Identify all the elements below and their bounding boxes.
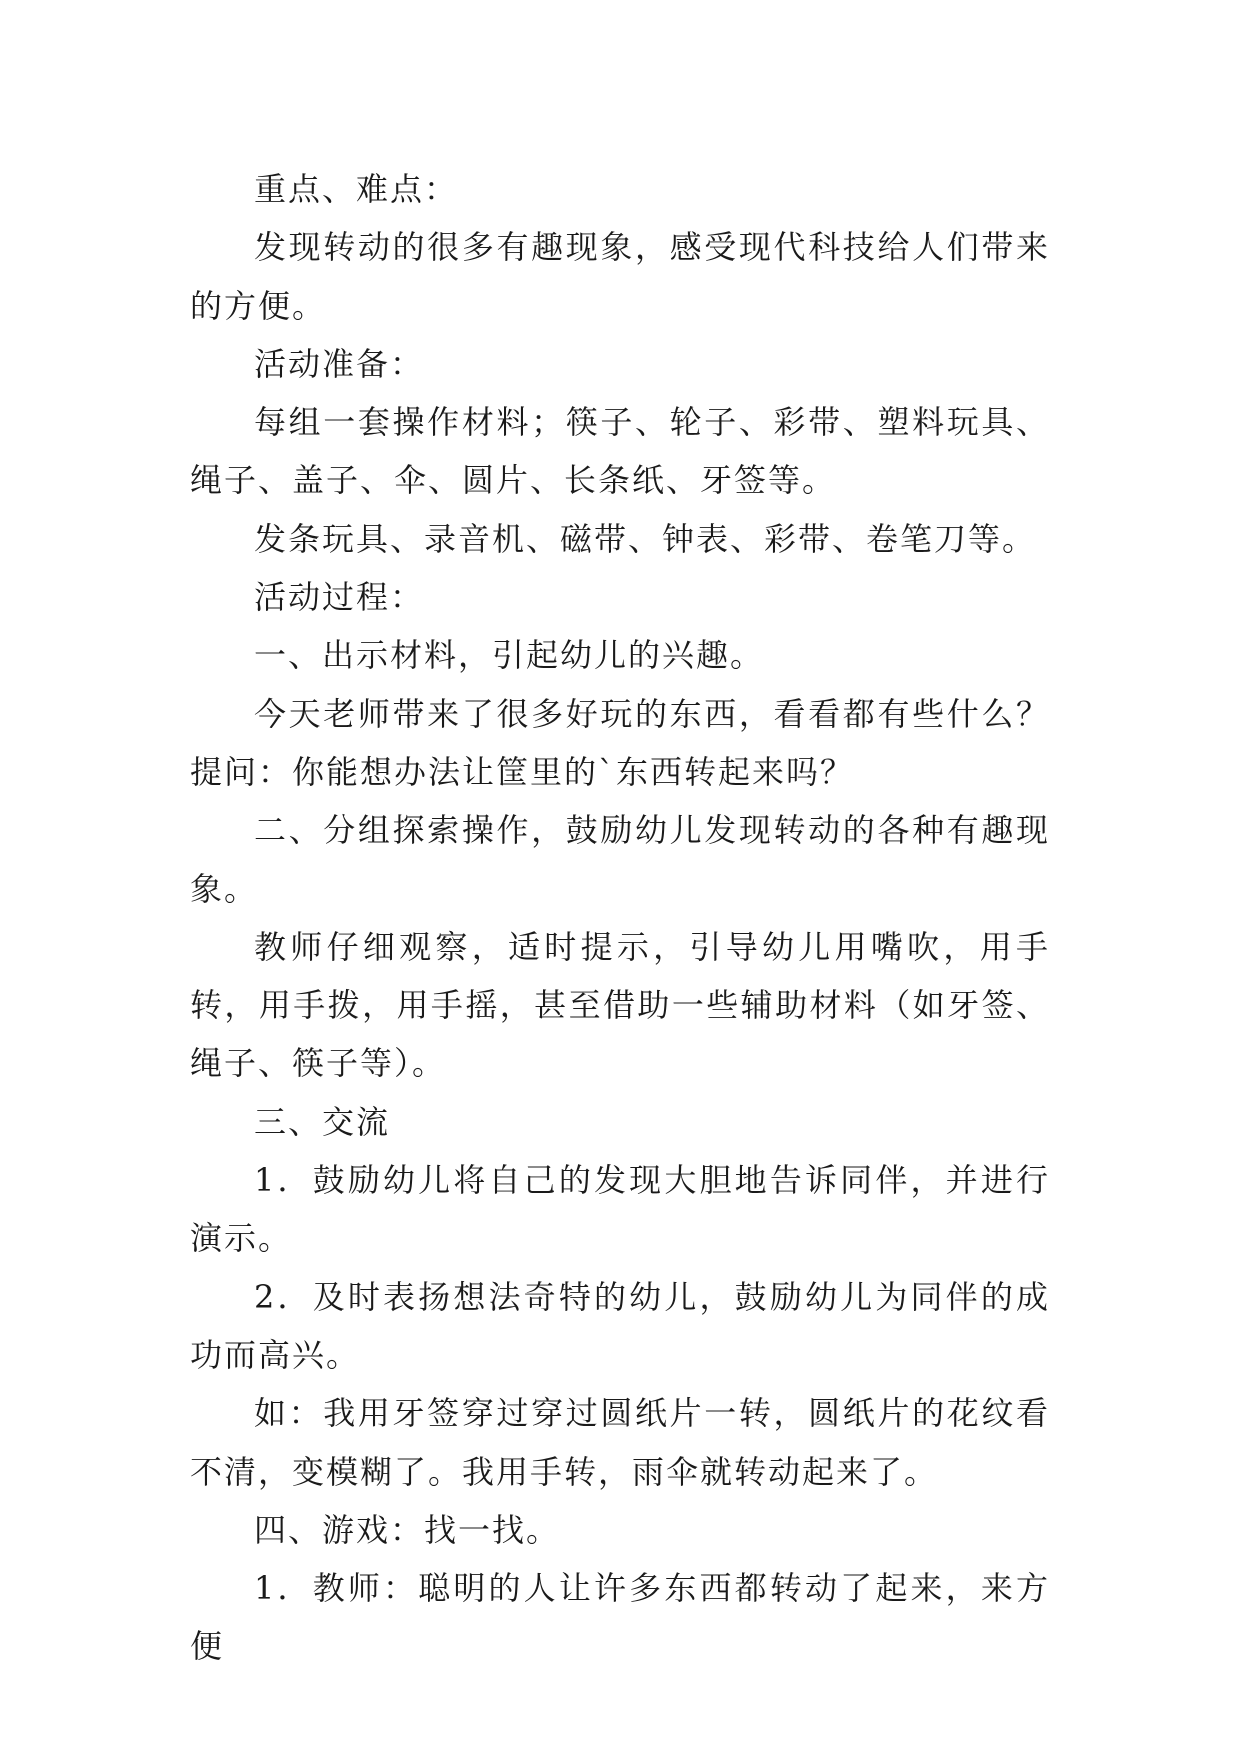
list-item-2: 2．及时表扬想法奇特的幼儿，鼓励幼儿为同伴的成功而高兴。 [190, 1277, 1050, 1374]
paragraph-example: 如：我用牙签穿过穿过圆纸片一转，圆纸片的花纹看不清，变模糊了。我用手转，雨伞就转动起来了。 [190, 1394, 1050, 1491]
paragraph-step-one: 今天老师带来了很多好玩的东西，看看都有些什么？提问：你能想办法让筐里的`东西转起来吗？ [190, 694, 1050, 791]
paragraph-toys: 发条玩具、录音机、磁带、钟表、彩带、卷笔刀等。 [254, 519, 1037, 558]
step-three-heading: 三、交流 [254, 1102, 391, 1141]
paragraph-materials: 每组一套操作材料；筷子、轮子、彩带、塑料玩具、绳子、盖子、伞、圆片、长条纸、牙签等。 [190, 403, 1050, 500]
paragraph-step-two: 教师仔细观察，适时提示，引导幼儿用嘴吹，用手转，用手拨，用手摇，甚至借助一些辅助材料（如牙签、绳子、筷子等）。 [190, 927, 1050, 1083]
step-one-heading: 一、出示材料，引起幼儿的兴趣。 [254, 636, 765, 675]
heading-process: 活动过程： [254, 578, 425, 617]
heading-key-points: 重点、难点： [254, 170, 459, 208]
step-four-heading: 四、游戏：找一找。 [254, 1510, 561, 1549]
list-item-teacher: 1．教师：聪明的人让许多东西都转动了起来，来方便 [190, 1569, 1050, 1666]
paragraph-key-points: 发现转动的很多有趣现象，感受现代科技给人们带来的方便。 [190, 228, 1050, 325]
document-body [190, 160, 1050, 1676]
heading-preparation: 活动准备： [254, 344, 425, 383]
list-item-1: 1．鼓励幼儿将自己的发现大胆地告诉同伴，并进行演示。 [190, 1161, 1050, 1258]
step-two-heading: 二、分组探索操作，鼓励幼儿发现转动的各种有趣现象。 [190, 811, 1050, 908]
